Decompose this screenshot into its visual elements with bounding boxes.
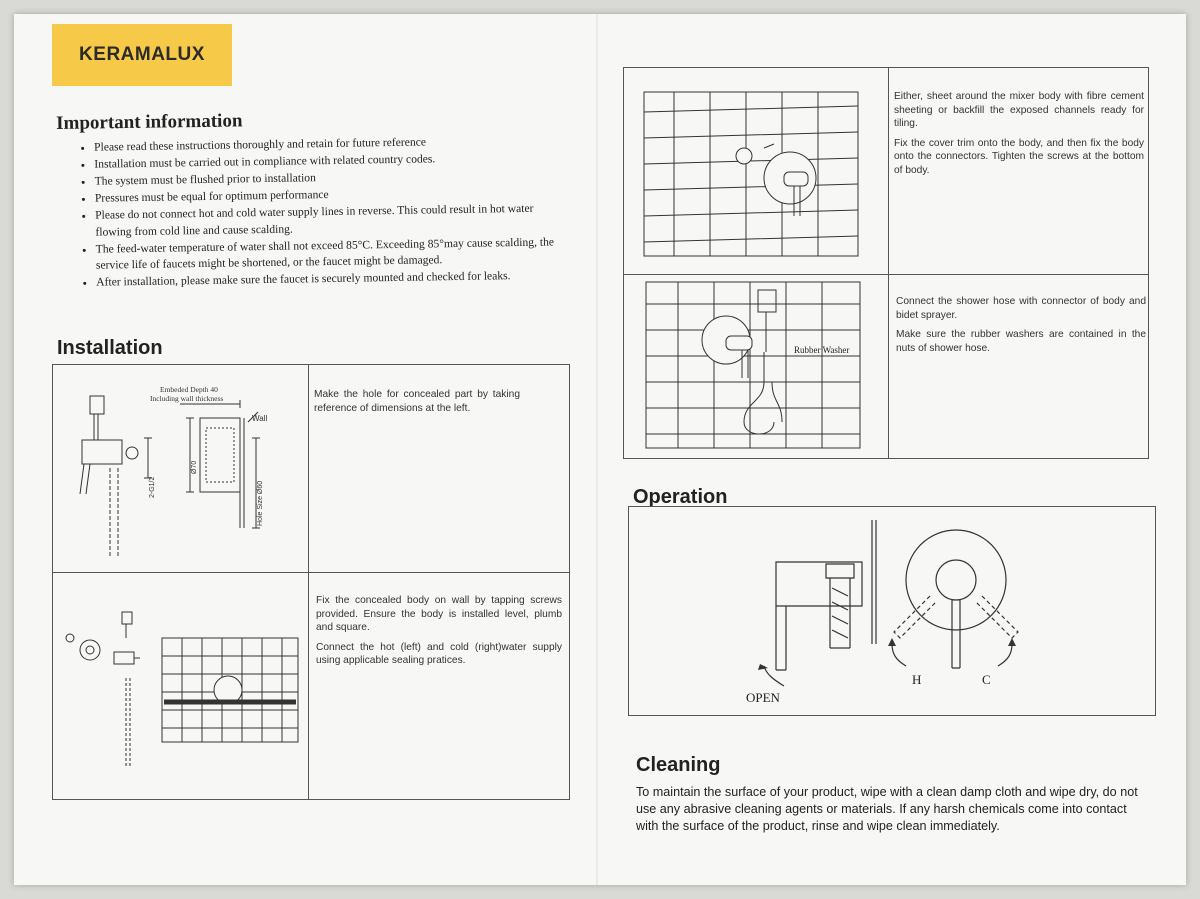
list-item: • Please do not connect hot and cold water supply lines in reverse. This could result in hot water flowing from cold line and cause scalding. <box>95 200 565 241</box>
list-item: • The feed-water temperature of water shall not exceed 85°C. Exceeding 85°may cause scalding, the service life of faucets might be shortened, or the faucet might be damaged. <box>96 234 566 275</box>
step2-paragraph: Fix the concealed body on wall by tapping screws provided. Ensure the body is installed level, plumb and square. <box>316 595 562 633</box>
table-divider <box>888 67 889 459</box>
table-divider <box>52 572 570 573</box>
dimension-diagram <box>60 378 300 568</box>
table-divider <box>308 364 309 800</box>
step4-paragraph: Make sure the rubber washers are contained in the nuts of shower hose. <box>896 329 1146 354</box>
open-label: OPEN <box>746 690 780 705</box>
cleaning-title: Cleaning <box>636 754 721 776</box>
hole-size-label: Hole Size Ø60 <box>257 480 264 526</box>
wall-mounting-diagram <box>58 600 304 770</box>
cleaning-text: To maintain the surface of your product, wipe with a clean damp cloth and wipe dry, do not use any abrasive cleaning agents or materials. If any harsh chemicals come into contact with the surface of the product, rinse and wipe clean immediately. <box>636 785 1138 833</box>
step4-paragraph: Connect the shower hose with connector of body and bidet sprayer. <box>896 296 1146 321</box>
brand-name: KERAMALUX <box>79 44 205 65</box>
step3-text <box>894 90 1144 183</box>
operation-title: Operation <box>633 486 728 508</box>
diameter-label: Ø70 <box>191 460 198 474</box>
important-title: Important information <box>56 110 243 134</box>
page-fold <box>596 14 598 885</box>
wall-thickness-label: Including wall thickness <box>150 394 224 403</box>
step3-paragraph: Either, sheet around the mixer body with fibre cement sheeting or backfill the exposed channels ready for tiling. <box>894 91 1144 129</box>
depth-label: Embeded Depth 40 <box>160 385 218 394</box>
rubber-washer-label: Rubber Washer <box>794 345 850 355</box>
list-item: • After installation, please make sure the faucet is securely mounted and checked for leaks. <box>96 267 566 291</box>
thread-label: 2-G1/2 <box>149 476 156 498</box>
step1-text: Make the hole for concealed part by taking reference of dimensions at the left. <box>314 389 520 414</box>
table-divider <box>623 274 1149 275</box>
tiling-cover-diagram <box>644 92 860 256</box>
list-item: • Pressures must be equal for optimum performance <box>95 183 565 207</box>
list-item: • Installation must be carried out in compliance with related country codes. <box>94 149 564 173</box>
list-item: • The system must be flushed prior to installation <box>95 166 565 190</box>
hose-connection-diagram <box>646 282 860 448</box>
step2-text <box>316 594 562 674</box>
step3-paragraph: Fix the cover trim onto the body, and then fix the body onto the connectors. Tighten the screws at the bottom of body. <box>894 137 1144 176</box>
cold-label: C <box>982 672 991 687</box>
wall-label: Wall <box>252 414 268 423</box>
operation-diagram <box>740 516 1040 706</box>
important-list <box>74 132 566 292</box>
hot-label: H <box>912 672 922 687</box>
step2-paragraph: Connect the hot (left) and cold (right)water supply using applicable sealing pratices. <box>316 641 562 666</box>
step4-text <box>896 295 1146 361</box>
installation-title: Installation <box>57 337 163 359</box>
brand-logo <box>52 24 232 86</box>
list-item: • Please read these instructions thoroughly and retain for future reference <box>94 132 564 156</box>
